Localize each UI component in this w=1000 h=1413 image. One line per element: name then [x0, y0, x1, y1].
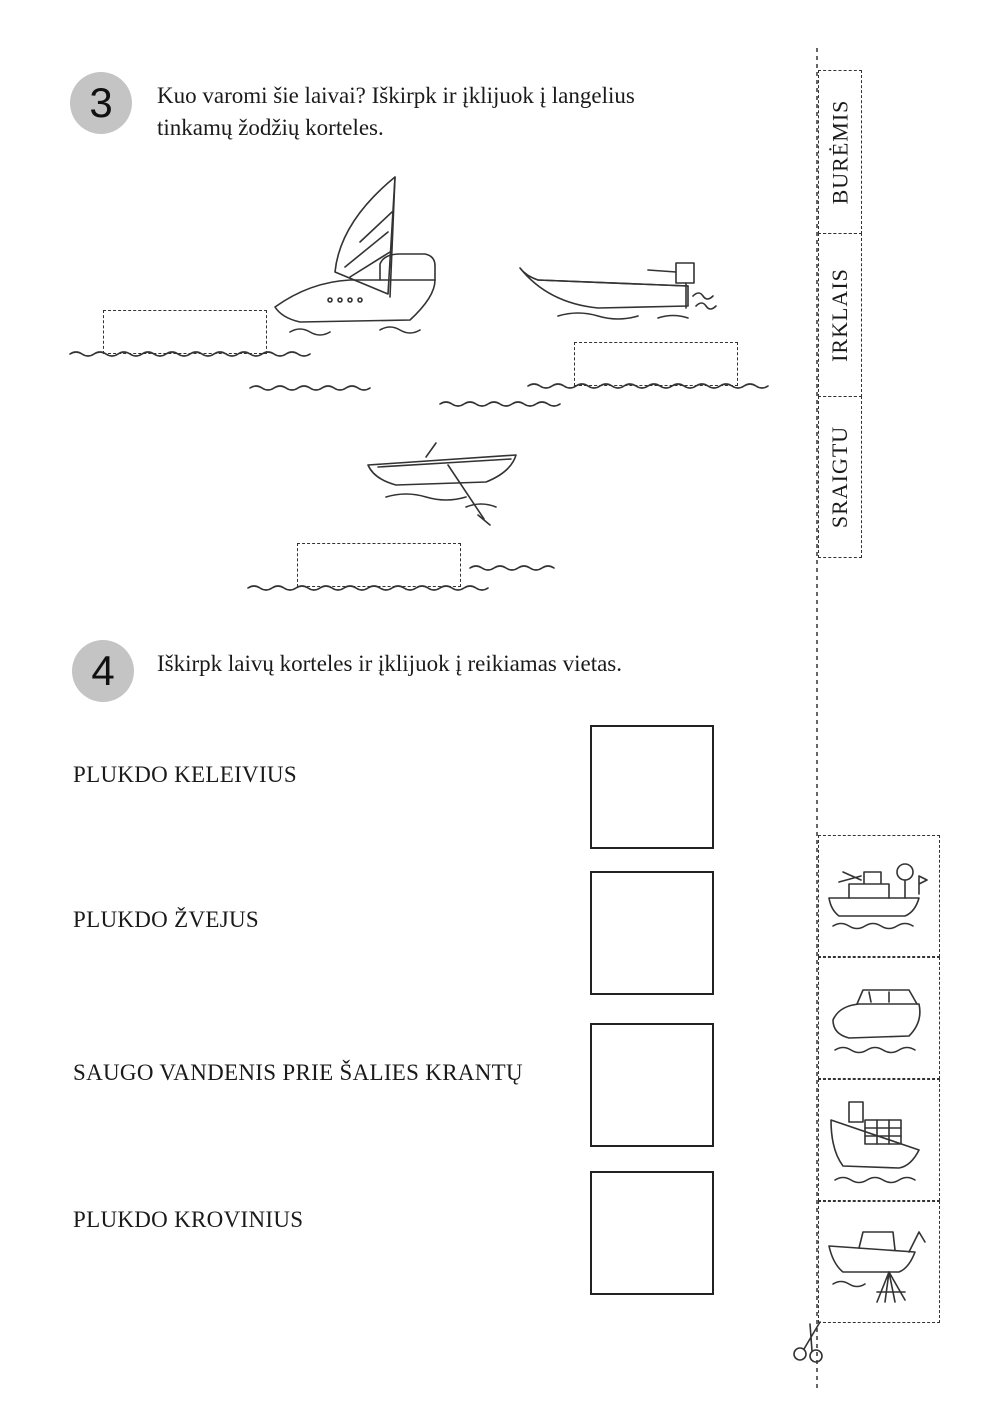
- scissors-icon: [790, 1318, 830, 1368]
- cargo-ship-icon: [819, 1080, 939, 1200]
- word-card-buremis-text: BURĖMIS: [827, 99, 853, 205]
- task-3-instruction-line1: Kuo varomi šie laivai? Iškirpk ir įklijuok į langelius: [157, 83, 635, 108]
- task-4-number: 4: [72, 640, 134, 702]
- fishing-boat-icon: [819, 1202, 939, 1322]
- warship-icon: [819, 836, 939, 956]
- task-4-label-passengers: PLUKDO KELEIVIUS: [73, 762, 297, 787]
- word-card-irklais-text: IRKLAIS: [827, 268, 852, 362]
- task-3-slot-rowboat[interactable]: [297, 543, 461, 587]
- ship-card-cargo-ship[interactable]: [818, 1079, 940, 1201]
- task-4-box-cargo[interactable]: [590, 1171, 714, 1295]
- task-3-number: 3: [70, 72, 132, 134]
- word-card-buremis[interactable]: [818, 70, 862, 234]
- task-4-label-fishermen: PLUKDO ŽVEJUS: [73, 907, 259, 932]
- task-4-box-coast-guard[interactable]: [590, 1023, 714, 1147]
- task-3-slot-sailboat[interactable]: [103, 310, 267, 354]
- task-4-label-cargo: PLUKDO KROVINIUS: [73, 1207, 304, 1232]
- task-3-instruction-line2: tinkamų žodžių korteles.: [157, 115, 384, 140]
- task-4-instruction: Iškirpk laivų korteles ir įklijuok į reikiamas vietas.: [157, 651, 623, 676]
- motorboat-icon: [819, 958, 939, 1078]
- word-card-sraigtu[interactable]: [818, 396, 862, 558]
- ship-card-fishing-boat[interactable]: [818, 1201, 940, 1323]
- word-card-irklais[interactable]: [818, 233, 862, 397]
- ship-card-warship[interactable]: [818, 835, 940, 957]
- task-4-box-passengers[interactable]: [590, 725, 714, 849]
- ship-card-motorboat[interactable]: [818, 957, 940, 1079]
- task-4-label-coast-guard: SAUGO VANDENIS PRIE ŠALIES KRANTŲ: [73, 1060, 523, 1085]
- water-waves: [0, 0, 780, 600]
- task-4-box-fishermen[interactable]: [590, 871, 714, 995]
- task-3-slot-motorboat[interactable]: [574, 342, 738, 386]
- word-card-sraigtu-text: SRAIGTU: [827, 425, 852, 529]
